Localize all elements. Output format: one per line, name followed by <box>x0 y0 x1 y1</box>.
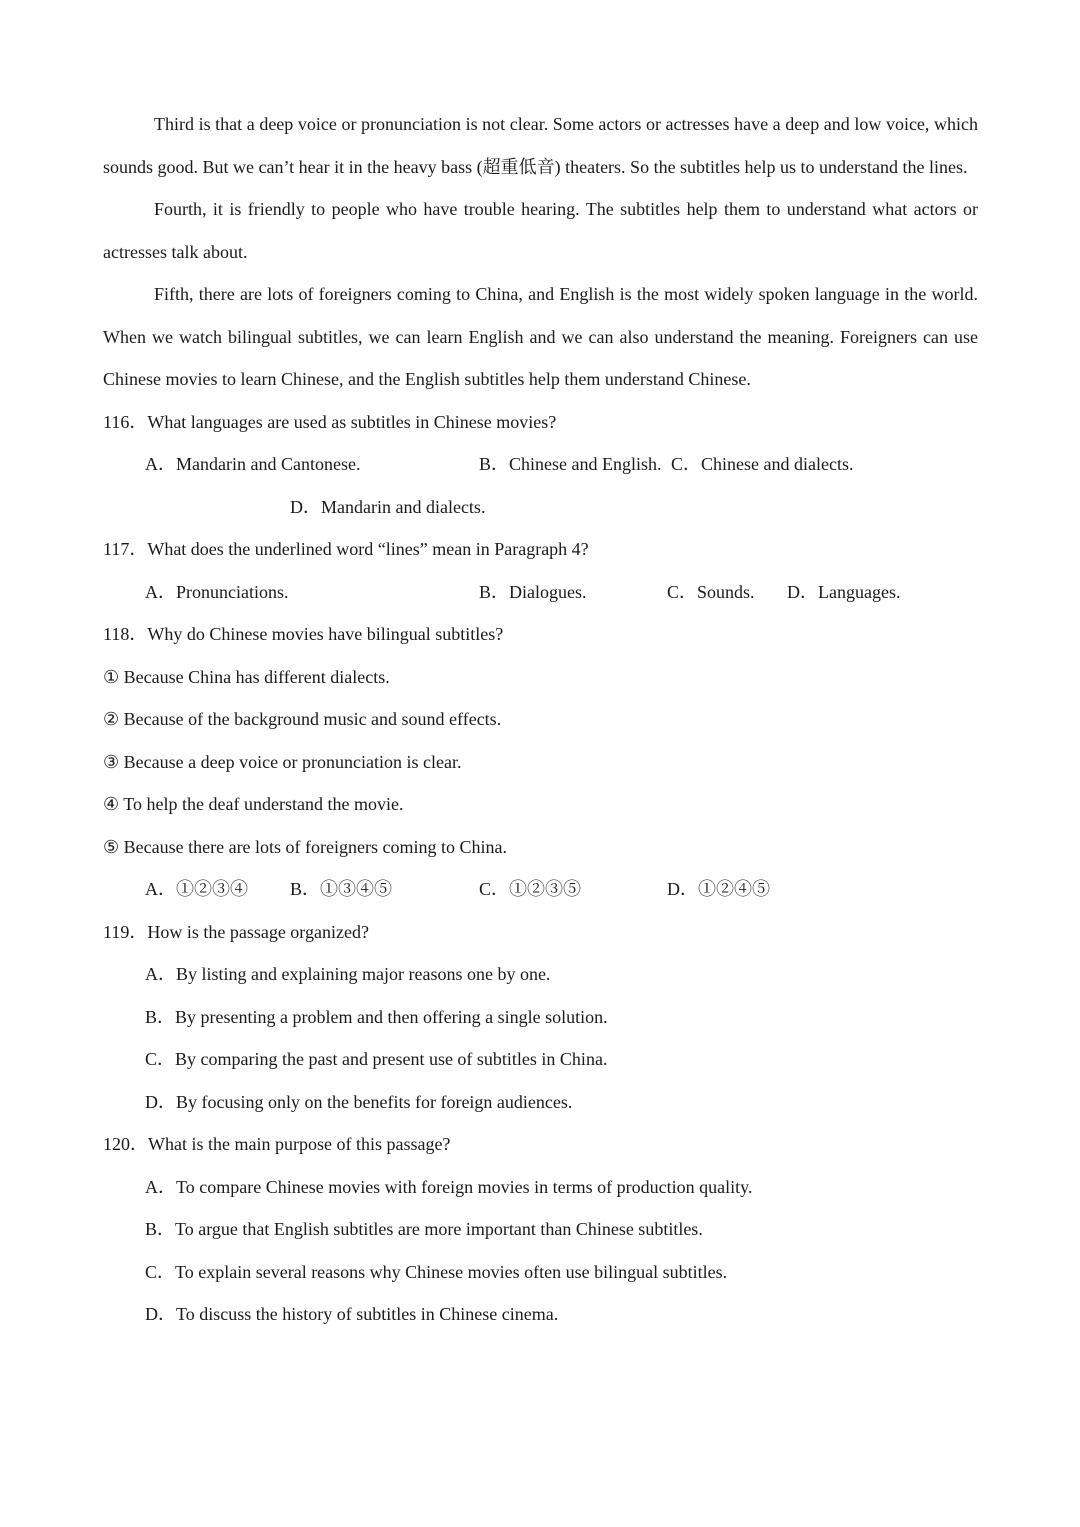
question-118-item-5: ⑤ Because there are lots of foreigners coming to China. <box>103 836 508 857</box>
question-118-item-3: ③ Because a deep voice or pronunciation is clear. <box>103 751 462 772</box>
document-page <box>103 103 978 1336</box>
question-120-option-d: D．To discuss the history of subtitles in Chinese cinema. <box>145 1304 559 1324</box>
question-119-option-d: D．By focusing only on the benefits for foreign audiences. <box>145 1091 573 1112</box>
question-118-stem: 118．Why do Chinese movies have bilingual subtitles? <box>103 624 504 644</box>
question-117-option-b: B．Dialogues. <box>479 581 587 602</box>
question-120-option-b: B．To argue that English subtitles are more important than Chinese subtitles. <box>145 1219 703 1239</box>
question-117-options-row <box>103 571 978 614</box>
question-118-item-2: ② Because of the background music and sound effects. <box>103 709 502 729</box>
question-119-option-b: B．By presenting a problem and then offering a single solution. <box>145 1006 608 1027</box>
question-118-option-d: D．①②④⑤ <box>667 879 770 899</box>
question-118-option-b: B．①③④⑤ <box>290 879 393 899</box>
question-118-option-a: A．①②③④ <box>145 879 248 899</box>
question-118-options-row <box>103 868 978 911</box>
question-120-option-a: A．To compare Chinese movies with foreign movies in terms of production quality. <box>145 1176 753 1197</box>
question-116-options-row <box>103 443 978 486</box>
question-120-option-c: C．To explain several reasons why Chinese movies often use bilingual subtitles. <box>145 1261 728 1282</box>
question-117-option-d: D．Languages. <box>787 581 901 602</box>
question-117-option-a: A．Pronunciations. <box>145 581 289 602</box>
question-116-option-b: B．Chinese and English. <box>479 454 662 474</box>
question-117-option-c: C．Sounds. <box>667 581 755 602</box>
question-119-stem: 119．How is the passage organized? <box>103 921 369 942</box>
paragraph-fifth: Fifth, there are lots of foreigners coming to China, and English is the most widely spoken language in the world. When we watch bilingual subtitles, we can learn English and we can also understand the meaning. Foreigners can use Chinese movies to learn Chinese, and the English subtitles help them understand Chinese. <box>103 284 978 389</box>
paragraph-third: Third is that a deep voice or pronunciation is not clear. Some actors or actresses have a deep and low voice, which sounds good. But we can’t hear it in the heavy bass (超重低音) theaters. So the subtitles help us to understand the lines. <box>103 114 978 177</box>
question-116-option-d: D．Mandarin and dialects. <box>290 496 486 517</box>
question-119-option-a: A．By listing and explaining major reasons one by one. <box>145 964 551 984</box>
question-116-option-c: C．Chinese and dialects. <box>671 454 854 474</box>
question-117-stem: 117．What does the underlined word “lines” mean in Paragraph 4? <box>103 539 589 559</box>
question-120-stem: 120．What is the main purpose of this passage? <box>103 1134 451 1154</box>
question-118-option-c: C．①②③⑤ <box>479 879 582 899</box>
question-116-stem: 116．What languages are used as subtitles in Chinese movies? <box>103 411 557 432</box>
question-119-option-c: C．By comparing the past and present use of subtitles in China. <box>145 1049 608 1069</box>
question-118-item-1: ① Because China has different dialects. <box>103 666 390 687</box>
question-116-options-row-2 <box>103 486 978 529</box>
paragraph-fourth: Fourth, it is friendly to people who have trouble hearing. The subtitles help them to understand what actors or actresses talk about. <box>103 199 978 262</box>
question-118-item-4: ④ To help the deaf understand the movie. <box>103 794 404 814</box>
question-116-option-a: A．Mandarin and Cantonese. <box>145 454 361 474</box>
